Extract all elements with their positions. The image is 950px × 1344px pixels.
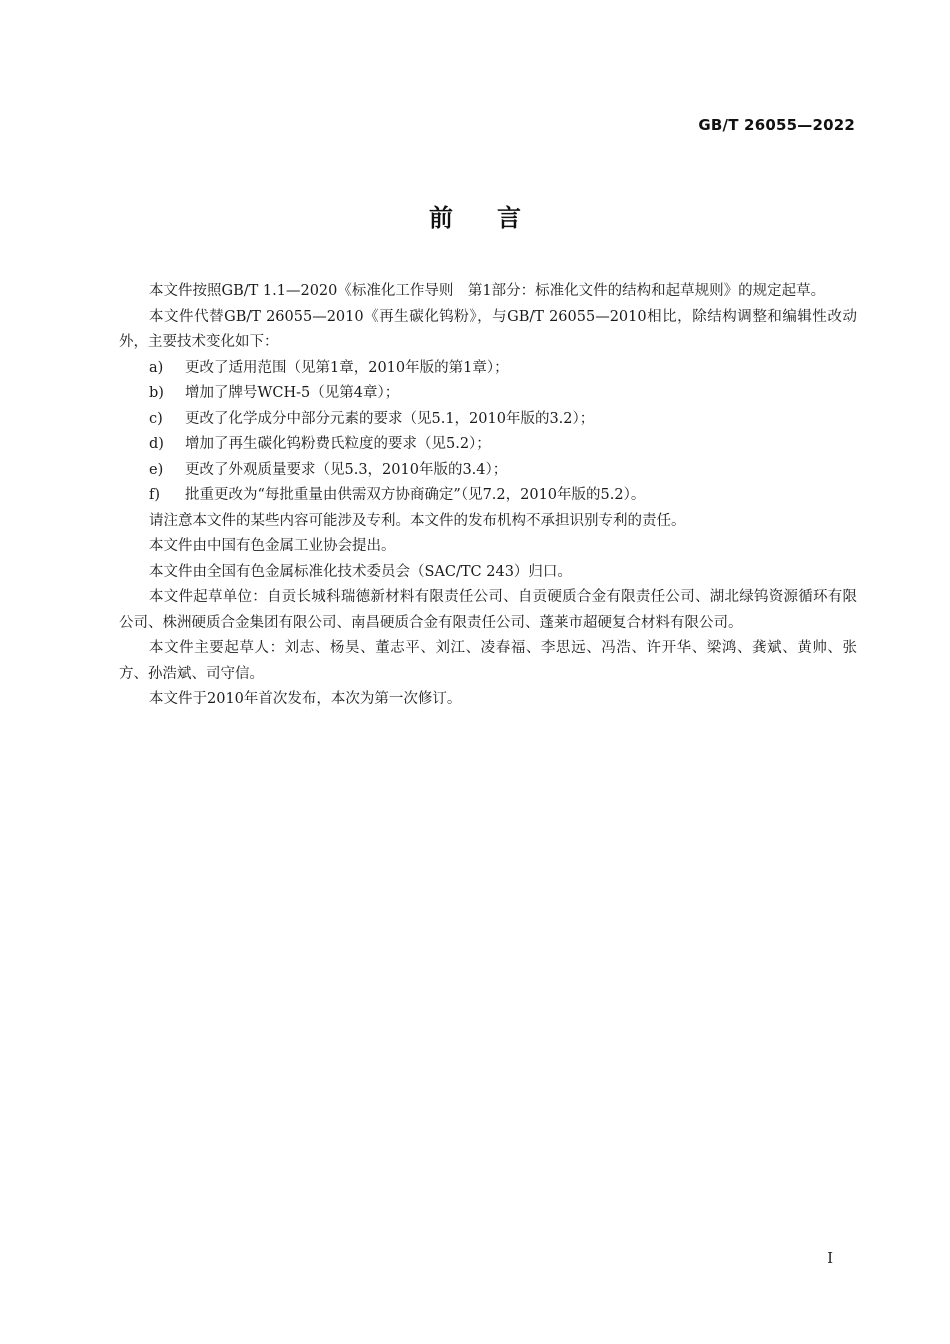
list-item-label: e) (149, 461, 164, 478)
list-item-label: a) (149, 359, 164, 376)
paragraph-committee: 本文件由全国有色金属标准化技术委员会（SAC/TC 243）归口。 (149, 563, 572, 580)
paragraph-replacement: 本文件代替GB/T 26055—2010《再生碳化钨粉》，与GB/T 26055—2010相比，除结构调整和编辑性改动外，主要技术变化如下： (119, 308, 857, 350)
list-item-text: 更改了适用范围（见第1章，2010年版的第1章）； (185, 359, 509, 376)
list-item-text: 批重更改为“每批重量由供需双方协商确定”（见7.2，2010年版的5.2）。 (185, 487, 646, 503)
page-title: 前言 (429, 204, 565, 232)
list-item-label: f) (149, 487, 161, 503)
list-item (119, 356, 857, 382)
list-item (119, 483, 857, 509)
paragraph-drafting-units: 本文件起草单位：自贡长城科瑞德新材料有限责任公司、自贡硬质合金有限责任公司、湖北绿钨资源循环有限公司、株洲硬质合金集团有限公司、南昌硬质合金有限责任公司、蓬莱市超硬复合材料有限公司。 (119, 589, 857, 631)
list-item-text: 增加了牌号WCH-5（见第4章）； (185, 385, 400, 401)
list-item-label: c) (149, 410, 163, 427)
list-item (119, 407, 857, 433)
foreword-body (119, 279, 857, 713)
paragraph-patent-notice: 请注意本文件的某些内容可能涉及专利。本文件的发布机构不承担识别专利的责任。 (149, 512, 686, 529)
list-item (119, 432, 857, 458)
list-item (119, 381, 857, 407)
list-item-text: 更改了外观质量要求（见5.3，2010年版的3.4）； (185, 461, 508, 478)
list-item-label: b) (149, 385, 164, 401)
paragraph-proposer: 本文件由中国有色金属工业协会提出。 (149, 538, 396, 554)
changes-list (119, 356, 857, 509)
list-item-label: d) (149, 436, 164, 452)
paragraph-drafters: 本文件主要起草人：刘志、杨昊、董志平、刘江、凌春福、李思远、冯浩、许开华、梁鸿、龚斌、黄帅、张方、孙浩斌、司守信。 (119, 640, 857, 682)
list-item-text: 更改了化学成分中部分元素的要求（见5.1，2010年版的3.2）； (185, 410, 595, 427)
standard-code: GB/T 26055—2022 (698, 116, 855, 134)
list-item-text: 增加了再生碳化钨粉费氏粒度的要求（见5.2）； (185, 436, 491, 452)
page-number: I (827, 1249, 833, 1267)
paragraph-drafting-rules: 本文件按照GB/T 1.1—2020《标准化工作导则 第1部分：标准化文件的结构和起草规则》的规定起草。 (149, 283, 826, 299)
list-item (119, 458, 857, 484)
paragraph-publication-history: 本文件于2010年首次发布，本次为第一次修订。 (149, 691, 462, 707)
